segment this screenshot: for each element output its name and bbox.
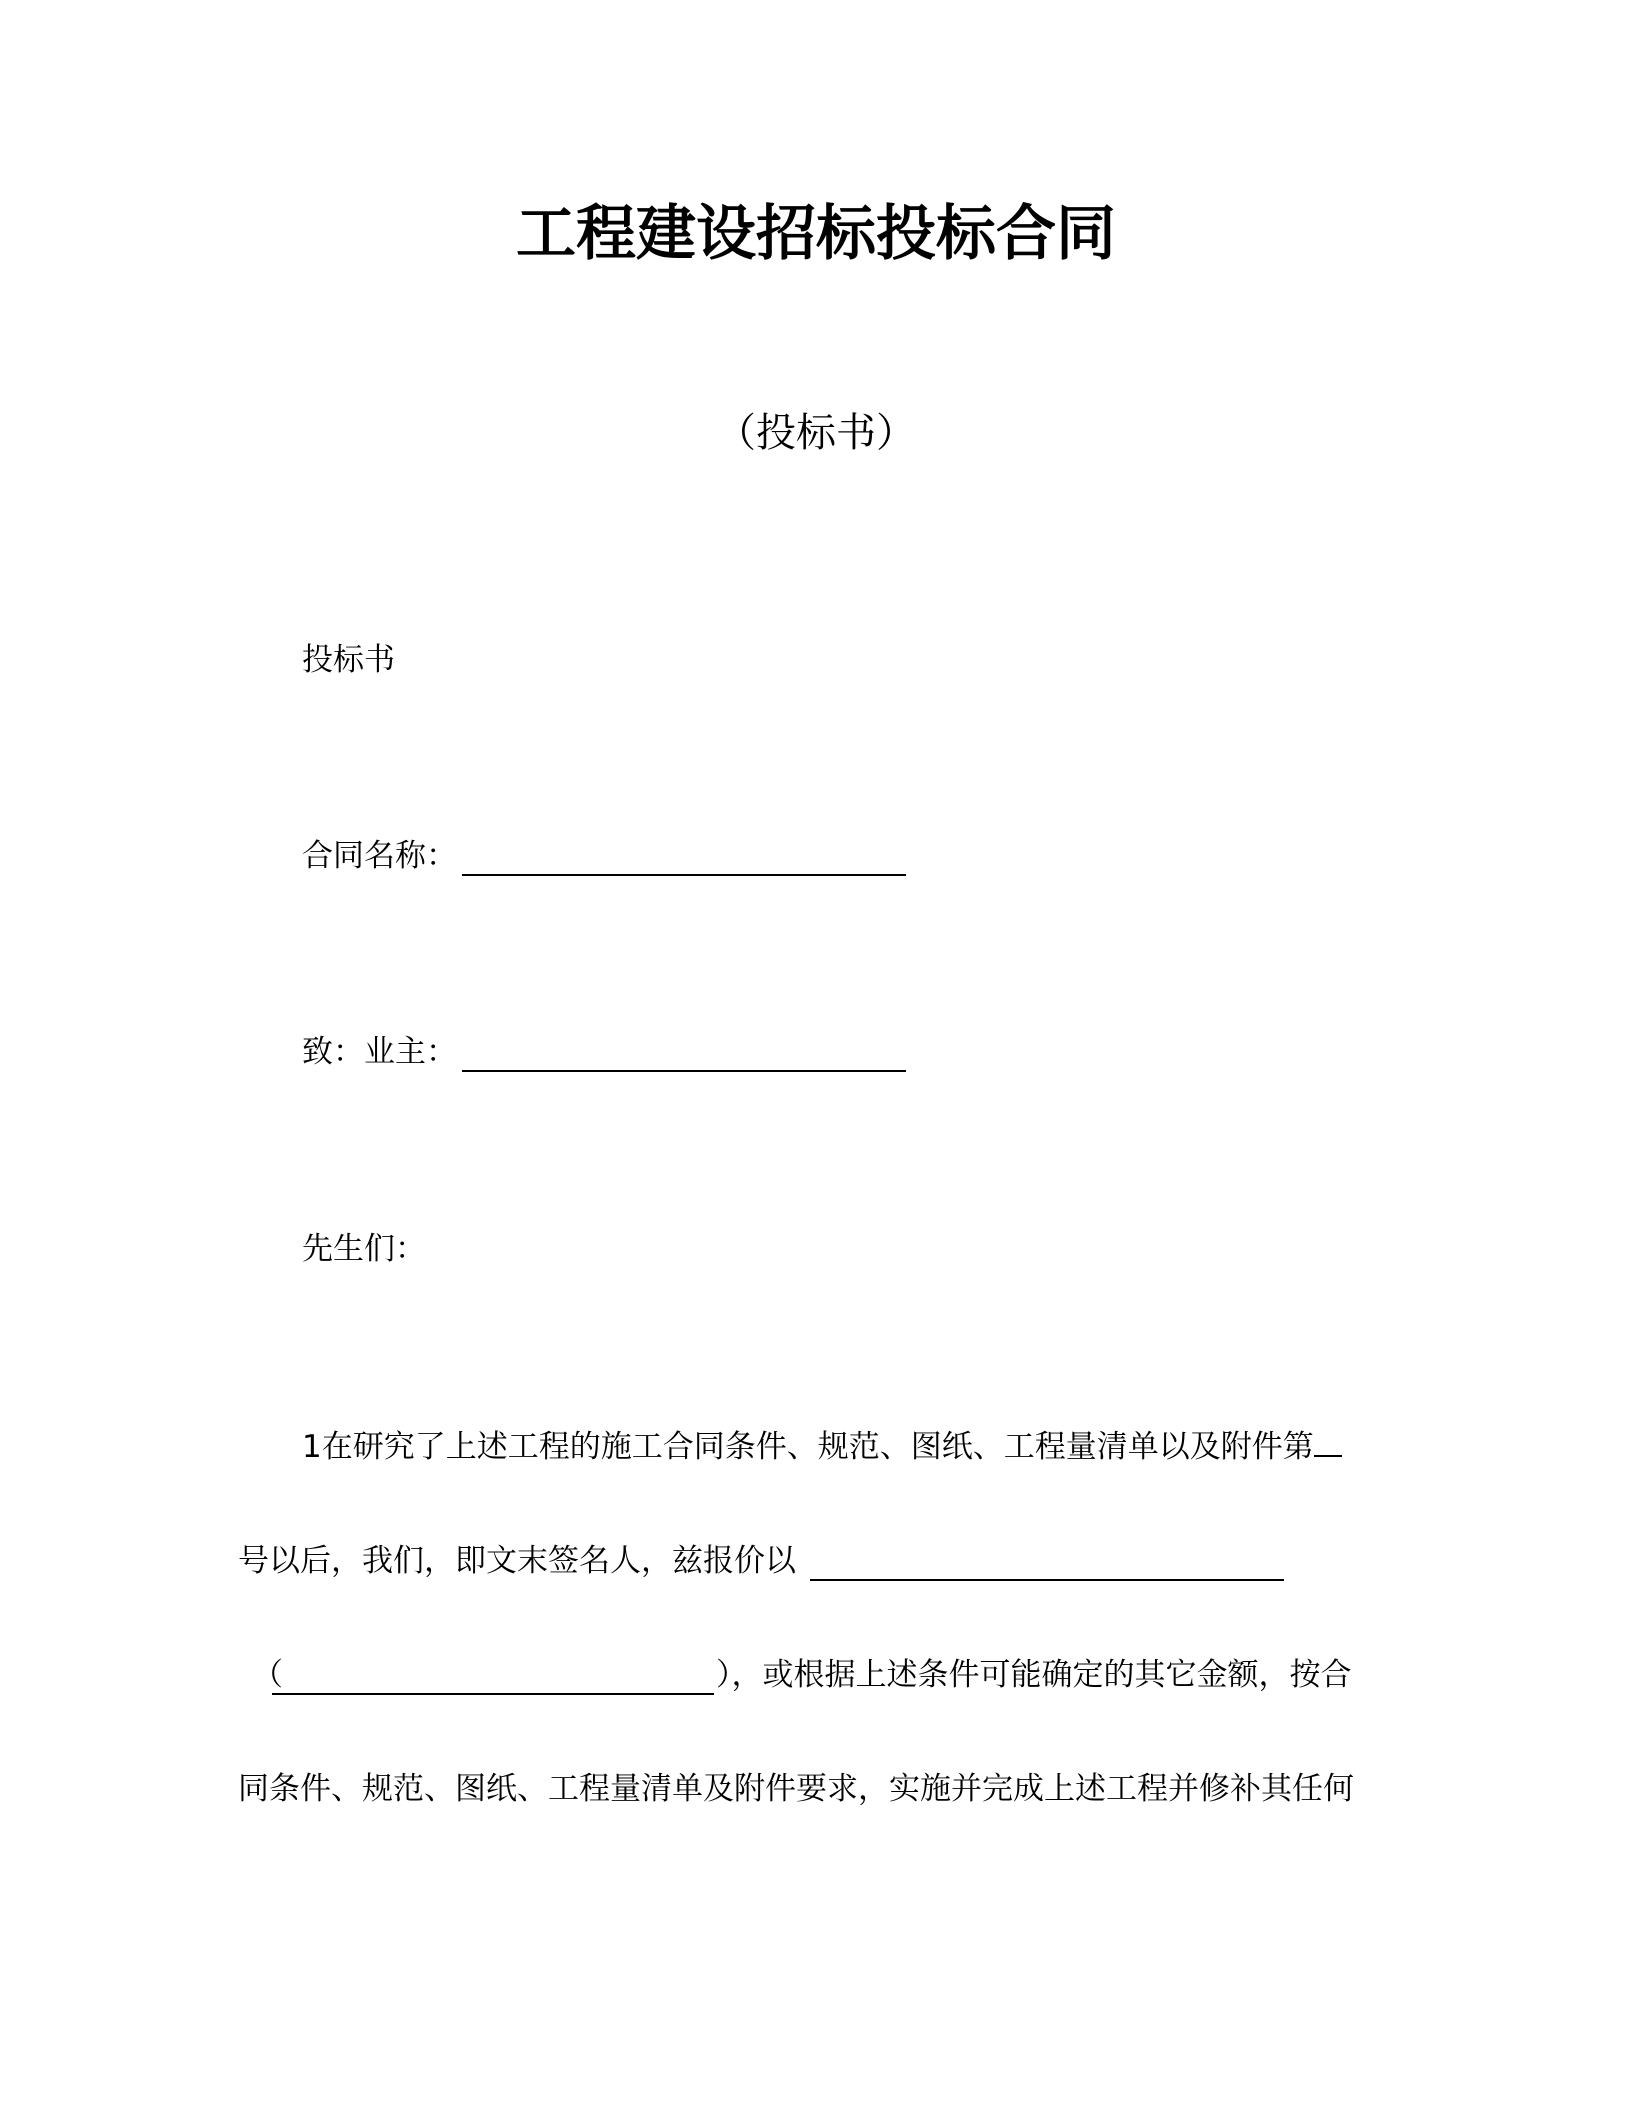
contract-name-field[interactable] bbox=[462, 874, 906, 876]
bid-amount-field[interactable] bbox=[810, 1579, 1284, 1581]
paragraph-text: 同条件、规范、图纸、工程量清单及附件要求，实施并完成上述工程并修补其任何 bbox=[238, 1771, 1354, 1807]
paragraph-line bbox=[238, 1541, 796, 1581]
paragraph-text: 号以后，我们，即文末签名人，兹报价以 bbox=[238, 1543, 796, 1579]
document-title: 工程建设招标投标合同 bbox=[516, 199, 1116, 269]
contract-name-label: 合同名称： bbox=[302, 838, 457, 874]
bid-amount-words-field[interactable] bbox=[272, 1693, 714, 1695]
paragraph-text: ），或根据上述条件可能确定的其它金额，按合 bbox=[716, 1657, 1352, 1693]
paragraph-line bbox=[302, 1427, 1342, 1467]
to-owner-label: 致：业主： bbox=[302, 1034, 457, 1070]
attachment-number-field[interactable] bbox=[1314, 1455, 1342, 1457]
section-heading: 投标书 bbox=[302, 642, 395, 678]
salutation: 先生们： bbox=[302, 1231, 426, 1267]
paragraph-text: （ bbox=[252, 1657, 283, 1693]
owner-name-field[interactable] bbox=[462, 1070, 906, 1072]
document-subtitle: （投标书） bbox=[716, 410, 916, 456]
paragraph-text: 1在研究了上述工程的施工合同条件、规范、图纸、工程量清单以及附件第 bbox=[302, 1429, 1314, 1465]
